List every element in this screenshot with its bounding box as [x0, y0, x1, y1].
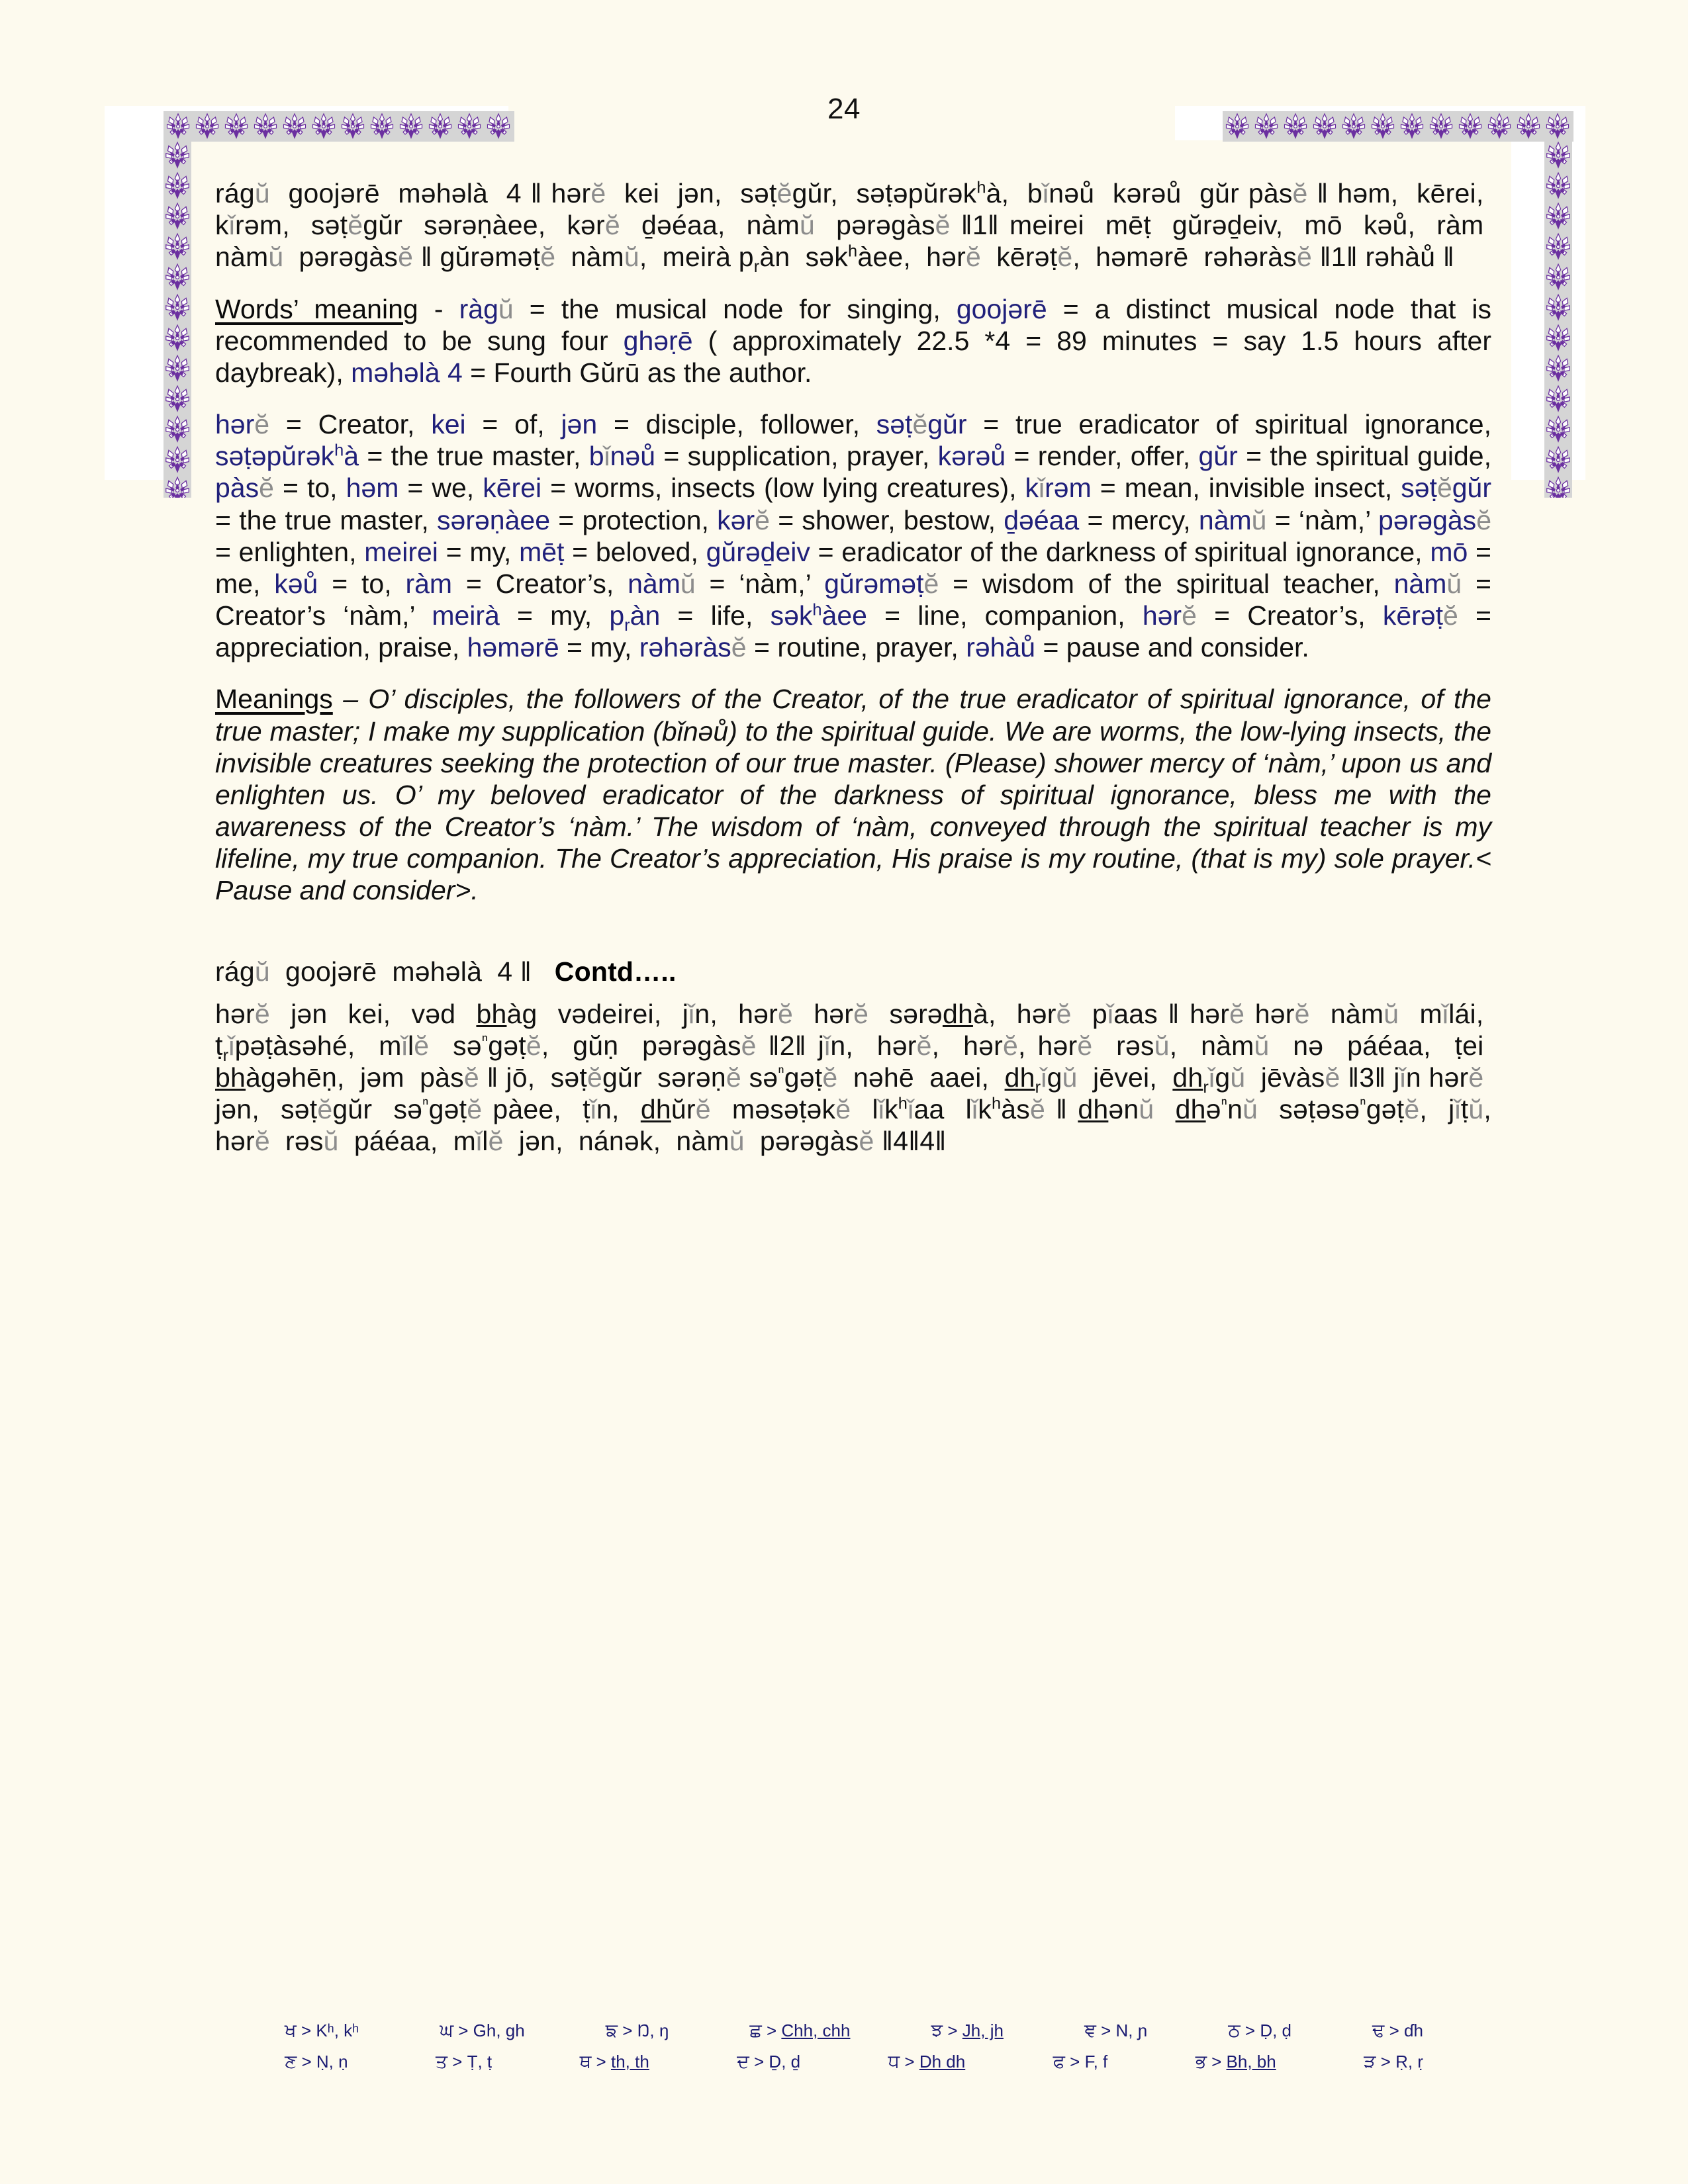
roman-equivalent: Ṭ, ṭ: [467, 2052, 492, 2071]
fleur-ornament-icon: [1339, 112, 1368, 141]
transliteration-key-entry: [285, 2051, 348, 2073]
verse-top-line-1: rágŭ goojərē məhəlà 4 ǁ hərĕ kei jən, səṭĕgŭr, səṭəpŭrək$^h$à, bǐnəů kərəů gŭr pàsĕ ǁ həm, kērei, kǐrəm, səṭĕgŭr sərəṇàee, kərĕ ḏəéaa, nàmŭ pərəgàsĕ ǁ1ǁ meirei mēṭ gŭrəḏeiv, mō kəů, ràm nàmŭ pərəgàsĕ ǁ gŭrəməṭĕ nàmŭ, meirà $p_ràn$ sək$^h$àee, hərĕ kērəṭĕ, həmərē rəhəràsĕ ǁ1ǁ rəhàů ǁ: [215, 178, 1492, 277]
fleur-ornament-icon: [1544, 232, 1572, 262]
fleur-ornament-icon: [164, 112, 193, 141]
roman-equivalent: Gh, gh: [473, 2021, 525, 2040]
fleur-ornament-icon: [1281, 112, 1310, 141]
transliteration-key-entry: [1372, 2020, 1423, 2042]
fleur-ornament-icon: [280, 112, 309, 141]
fleur-ornament-icon: [455, 112, 484, 141]
gurmukhi-letter: ੜ: [1364, 2051, 1376, 2071]
fleur-ornament-icon: [1252, 112, 1281, 141]
transliteration-key-entry: [1228, 2020, 1291, 2042]
transliteration-key-entry: [1084, 2020, 1147, 2042]
transliteration-key-entry: [931, 2020, 1004, 2042]
fleur-ornament-icon: [484, 112, 513, 141]
roman-equivalent: Ṇ, ṇ: [316, 2052, 348, 2071]
gurmukhi-letter: ਦ: [737, 2051, 749, 2071]
fleur-ornament-icon: [1544, 140, 1572, 171]
words-meaning-label: Words’ meaning: [215, 293, 418, 324]
gurmukhi-letter: ਧ: [888, 2051, 900, 2071]
roman-equivalent: Ŋ, ŋ: [637, 2021, 669, 2040]
transliteration-key-entry: [1053, 2051, 1108, 2073]
fleur-ornament-icon: [164, 475, 191, 498]
gurmukhi-letter: ਙ: [605, 2020, 618, 2040]
ornament-band-top-left: [164, 111, 514, 142]
maps-to-arrow: >: [447, 2052, 467, 2071]
fleur-ornament-icon: [1456, 112, 1485, 141]
roman-equivalent: F, f: [1084, 2052, 1108, 2071]
fleur-ornament-icon: [164, 140, 191, 171]
gurmukhi-letter: ਢ: [1372, 2020, 1385, 2040]
transliteration-key-entry: [1364, 2051, 1423, 2073]
maps-to-arrow: >: [453, 2021, 473, 2040]
maps-to-arrow: >: [617, 2021, 637, 2040]
fleur-ornament-icon: [164, 262, 191, 293]
maps-to-arrow: >: [1206, 2052, 1227, 2071]
maps-to-arrow: >: [749, 2052, 769, 2071]
fleur-ornament-icon: [1223, 112, 1252, 141]
transliteration-key-entry: [1196, 2051, 1276, 2073]
roman-equivalent: Ḍ, ḍ: [1260, 2021, 1291, 2040]
transliteration-key-entry: [606, 2020, 669, 2042]
fleur-ornament-icon: [164, 384, 191, 414]
page-number: 24: [827, 93, 861, 125]
roman-equivalent: Bh, bh: [1226, 2052, 1276, 2071]
roman-equivalent: Jh, jh: [962, 2021, 1004, 2040]
fleur-ornament-icon: [164, 232, 191, 262]
fleur-ornament-icon: [1544, 171, 1572, 201]
fleur-ornament-icon: [309, 112, 338, 141]
meanings-separator: –: [332, 684, 369, 715]
fleur-ornament-icon: [1544, 384, 1572, 414]
roman-equivalent: Ṛ, ṛ: [1395, 2052, 1423, 2071]
transliteration-key-entry: [737, 2051, 800, 2073]
fleur-ornament-icon: [1544, 353, 1572, 384]
fleur-ornament-icon: [164, 414, 191, 445]
transliteration-key-row: [285, 2020, 1423, 2042]
maps-to-arrow: >: [761, 2021, 782, 2040]
maps-to-arrow: >: [1376, 2052, 1396, 2071]
maps-to-arrow: >: [1064, 2052, 1085, 2071]
words-meaning-paragraph-2: hərĕ = Creator, kei = of, jən = disciple, follower, səṭĕgŭr = true eradicator of spiritual ignorance, səṭəpŭrək$^h$à = the true master, bǐnəů = supplication, prayer, kərəů = render, offer, gŭr = the spiritual guide, pàsĕ = to, həm = we, kērei = worms, insects (low lying creatures), kǐrəm = mean, invisible insect, səṭĕgŭr = the true master, sərəṇàee = protection, kərĕ = shower, bestow, ḏəéaa = mercy, nàmŭ = ‘nàm,’ pərəgàsĕ = enlighten, meirei = my, mēṭ = beloved, gŭrəḏeiv = eradicator of the darkness of spiritual ignorance, mō = me, kəů = to, ràm = Creator’s, nàmŭ = ‘nàm,’ gŭrəməṭĕ = wisdom of the spiritual teacher, nàmŭ = Creator’s ‘nàm,’ meirà = my, $p_ràn$ = life, sək$^h$àee = line, companion, hərĕ = Creator’s, kērəṭĕ = appreciation, praise, həmərē = my, rəhəràsĕ = routine, prayer, rəhàů = pause and consider.: [215, 409, 1492, 663]
maps-to-arrow: >: [1096, 2021, 1116, 2040]
roman-equivalent: Kʰ, kʰ: [316, 2021, 359, 2040]
fleur-ornament-icon: [1544, 293, 1572, 323]
transliteration-key-entry: [580, 2051, 649, 2073]
transliteration-key-entry: [285, 2020, 359, 2042]
fleur-ornament-icon: [193, 112, 222, 141]
fleur-ornament-icon: [1544, 445, 1572, 475]
contd-label: Contd…..: [554, 956, 677, 987]
maps-to-arrow: >: [591, 2052, 611, 2071]
content-column: [215, 177, 1491, 1158]
gurmukhi-letter: ਭ: [1195, 2051, 1207, 2071]
meanings-text: O’ disciples, the followers of the Creator, of the true eradicator of spiritual ignorance, of the true master; I make my supplication (bǐnəů) to the spiritual guide. We are worms, the low-lying insects, the invisible creatures seeking the protection of our true master. (Please) shower mercy of ‘nàm,’ upon us and enlighten us. O’ my beloved eradicator of the darkness of spiritual ignorance, bless me with the awareness of the Creator’s ‘nàm.’ The wisdom of ‘nàm, conveyed through the spiritual teacher is my lifeline, my true companion. The Creator’s appreciation, His praise is my routine, (that is my) sole prayer.< Pause and consider>.: [215, 684, 1491, 906]
meanings-paragraph: [215, 683, 1491, 906]
fleur-ornament-icon: [1544, 262, 1572, 293]
transliteration-key-entry: [749, 2020, 850, 2042]
words-meaning-separator: -: [418, 293, 459, 324]
fleur-ornament-icon: [1544, 201, 1572, 232]
maps-to-arrow: >: [900, 2052, 919, 2071]
fleur-ornament-icon: [426, 112, 455, 141]
verse-bottom-heading: rágŭ goojərē məhəlà 4 ǁ Contd…..: [215, 956, 677, 987]
gurmukhi-letter: ਞ: [1084, 2020, 1096, 2040]
fleur-ornament-icon: [1544, 414, 1572, 445]
roman-equivalent: th, th: [610, 2052, 649, 2071]
gurmukhi-letter: ਤ: [436, 2051, 447, 2071]
gurmukhi-letter: ਝ: [931, 2020, 943, 2040]
fleur-ornament-icon: [1544, 475, 1572, 498]
gurmukhi-letter: ਖ: [285, 2020, 297, 2040]
transliteration-key-row: [285, 2051, 1423, 2073]
maps-to-arrow: >: [1240, 2021, 1260, 2040]
maps-to-arrow: >: [943, 2021, 962, 2040]
fleur-ornament-icon: [1310, 112, 1339, 141]
fleur-ornament-icon: [164, 201, 191, 232]
fleur-ornament-icon: [164, 171, 191, 201]
roman-equivalent: ɗh: [1403, 2021, 1423, 2040]
fleur-ornament-icon: [1544, 323, 1572, 353]
verse-bottom: hərĕ jən kei, vəd bhàg vədeirei, jǐn, hərĕ hərĕ sərədhà, hərĕ pǐaas ǁ hərĕ hərĕ nàmŭ mǐlái, ṭ$_r$ǐpəṭàsəhé, mǐlĕ sə$^{^n}$gəṭĕ, gŭṇ pərəgàsĕ ǁ2ǁ jǐn, hərĕ, hərĕ, hərĕ rəsŭ, nàmŭ nə páéaa, ṭei bhàgəhēṇ, jəm pàsĕ ǁ jō, səṭĕgŭr sərəṇĕ sə$^{^n}$gəṭĕ nəhē aaei, $dh_rǐgŭ$ jēvei, $dh_rǐgŭ$ jēvàsĕ ǁ3ǁ jǐn hərĕ jən, səṭĕgŭr sə$^{^n}$gəṭĕ pàee, ṭǐn, dhŭrĕ məsəṭəkĕ lǐk$^h$ǐaa lǐk$^h$àsĕ ǁ dhənŭ dhə$^{^n}$nŭ səṭəsə$^{^n}$gəṭĕ, jǐṭŭ, hərĕ rəsŭ páéaa, mǐlĕ jən, nánək, nàmŭ pərəgàsĕ ǁ4ǁ4ǁ: [215, 998, 1492, 1157]
gurmukhi-letter: ਛ: [749, 2020, 762, 2040]
fleur-ornament-icon: [1427, 112, 1456, 141]
fleur-ornament-icon: [251, 112, 280, 141]
verse-top: [215, 177, 1492, 277]
fleur-ornament-icon: [1397, 112, 1427, 141]
transliteration-key-footnote: [285, 2020, 1423, 2082]
ornament-band-side-left: [164, 140, 191, 498]
fleur-ornament-icon: [367, 112, 397, 141]
gurmukhi-letter: ਫ: [1053, 2051, 1065, 2071]
fleur-ornament-icon: [397, 112, 426, 141]
fleur-ornament-icon: [1543, 112, 1572, 141]
ornament-band-top-right: [1223, 111, 1573, 142]
fleur-ornament-icon: [164, 323, 191, 353]
maps-to-arrow: >: [297, 2052, 316, 2071]
meanings-label: Meanings: [215, 684, 333, 715]
fleur-ornament-icon: [164, 353, 191, 384]
transliteration-key-entry: [440, 2020, 525, 2042]
fleur-ornament-icon: [1514, 112, 1543, 141]
roman-equivalent: Dh dh: [919, 2052, 966, 2071]
fleur-ornament-icon: [338, 112, 367, 141]
maps-to-arrow: >: [296, 2021, 316, 2040]
fleur-ornament-icon: [1368, 112, 1397, 141]
ornament-band-side-right: [1544, 140, 1572, 498]
maps-to-arrow: >: [1384, 2021, 1404, 2040]
fleur-ornament-icon: [1485, 112, 1514, 141]
transliteration-key-entry: [888, 2051, 966, 2073]
gurmukhi-letter: ਠ: [1228, 2020, 1241, 2040]
fleur-ornament-icon: [164, 445, 191, 475]
gurmukhi-letter: ਣ: [285, 2051, 297, 2071]
fleur-ornament-icon: [222, 112, 251, 141]
roman-equivalent: Ḏ, ḏ: [769, 2052, 801, 2071]
words-meaning-paragraph-1: Words’ meaning - ràgŭ = the musical node for singing, goojərē = a distinct musical node that is recommended to be sung four ghəṛē ( approximately 22.5 *4 = 89 minutes = say 1.5 hours after daybreak), məhəlà 4 = Fourth Gŭrū as the author.: [215, 293, 1492, 388]
gurmukhi-letter: ਥ: [579, 2051, 592, 2071]
gurmukhi-letter: ਘ: [440, 2020, 454, 2040]
roman-equivalent: N, ɲ: [1115, 2021, 1148, 2040]
fleur-ornament-icon: [164, 293, 191, 323]
transliteration-key-entry: [436, 2051, 492, 2073]
roman-equivalent: Chh, chh: [781, 2021, 851, 2040]
